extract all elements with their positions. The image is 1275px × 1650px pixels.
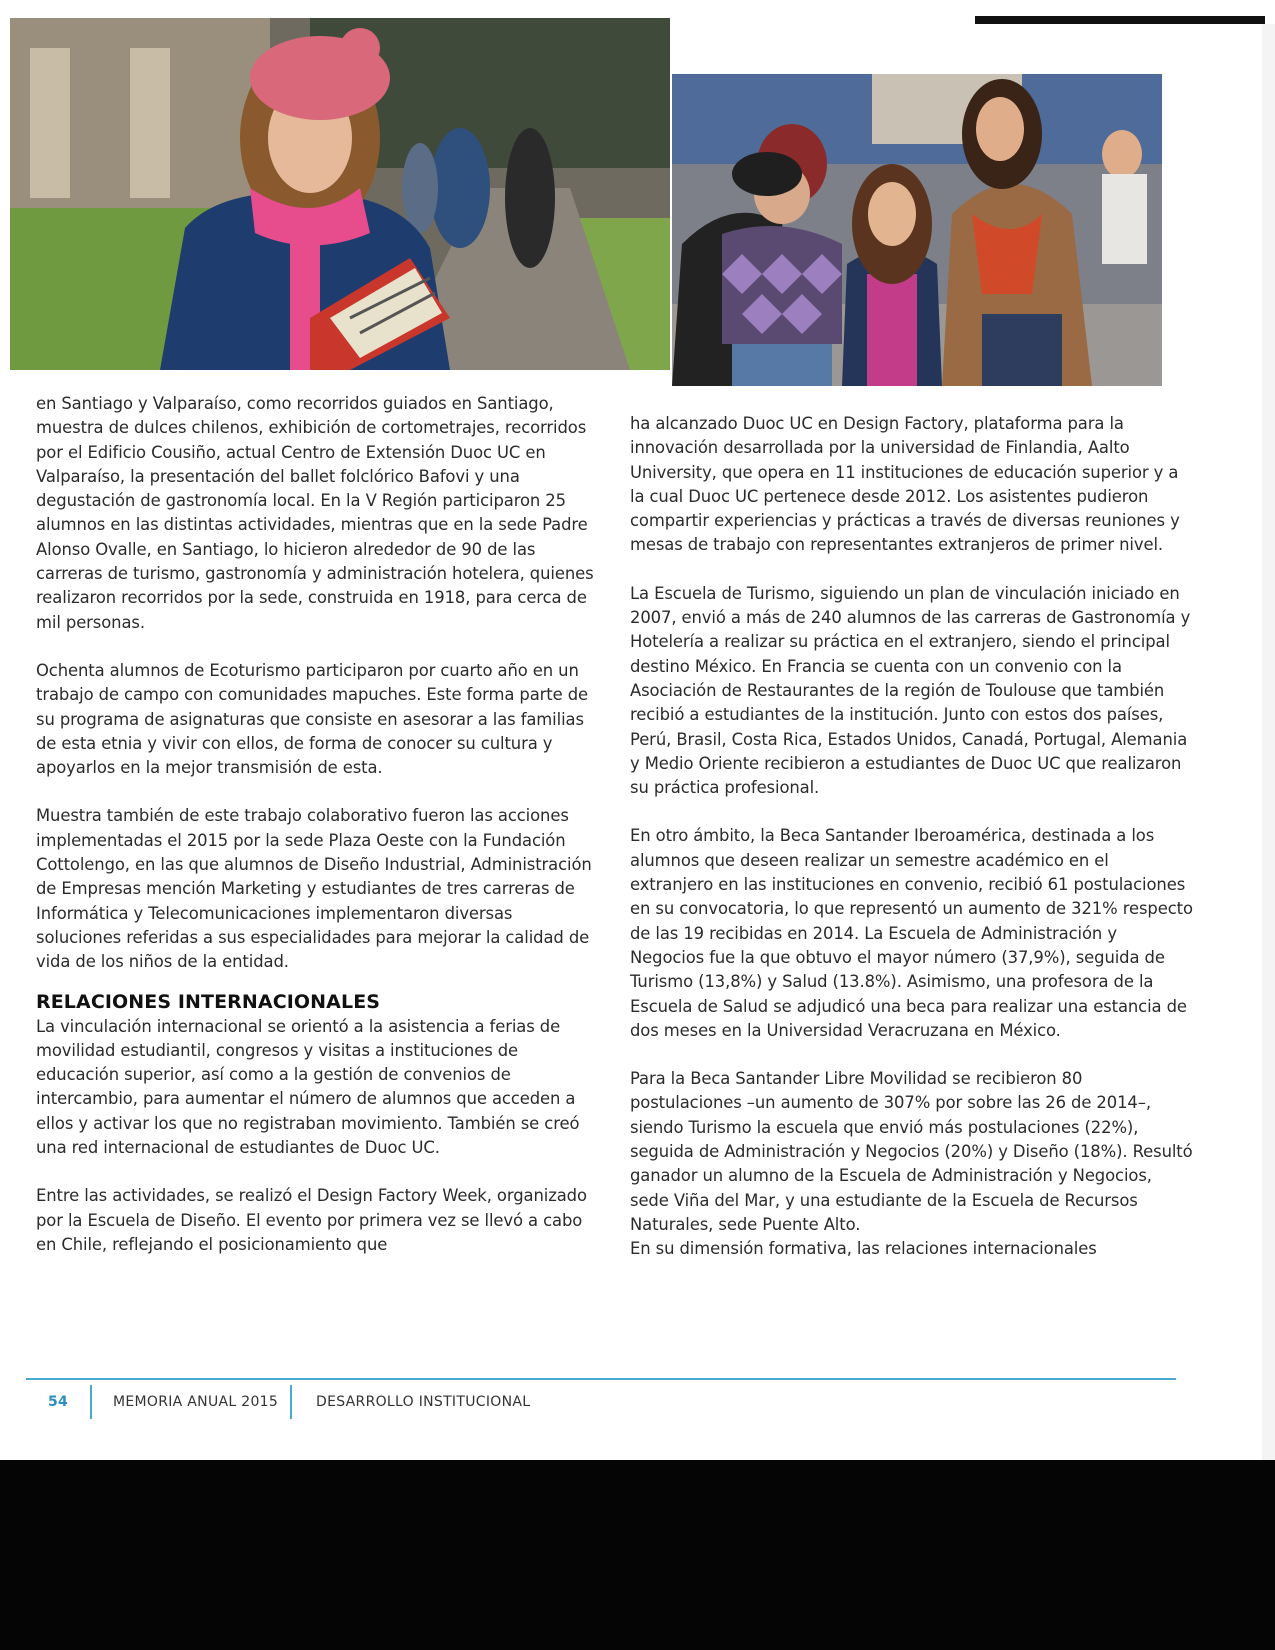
scan-bottom-band [0,1460,1275,1650]
group-of-students-illustration [672,74,1162,386]
paragraph: Ochenta alumnos de Ecoturismo participaron por cuarto año en un trabajo de campo con comunidades mapuches. Este forma parte de su programa de asignaturas que consiste en asesorar a las familias de esta etnia y vivir con ellos, de forma de conocer su cultura y apoyarlos en la mejor transmisión de esta. [36,660,589,778]
student-with-book-photo [10,18,670,370]
scan-margin [1262,24,1275,1460]
paragraph: La Escuela de Turismo, siguiendo un plan de vinculación iniciado en 2007, envió a más de 240 alumnos de las carreras de Gastronomía y Hotelería a realizar su práctica en el extranjero, siendo el principal destino México. En Francia se cuenta con un convenio con la Asociación de Restaurantes de la región de Toulouse que también recibió a estudiantes de la institución. Junto con estos dos países, Perú, Brasil, Costa Rica, Estados Unidos, Canadá, Portugal, Alemania y Medio Oriente recibieron a estudiantes de Duoc UC que realizaron su práctica profesional. [630,583,1191,798]
paragraph: Muestra también de este trabajo colaborativo fueron las acciones implementadas el 2015 por la sede Plaza Oeste con la Fundación Cottolengo, en las que alumnos de Diseño Industrial, Administración de Empresas mención Marketing y estudiantes de tres carreras de Informática y Telecomunicaciones implementaron diversas soluciones referidas a sus especialidades para mejorar la calidad de vida de los niños de la entidad. [36,806,592,972]
paragraph: Entre las actividades, se realizó el Design Factory Week, organizado por la Escuela de Diseño. El evento por primera vez se llevó a cabo en Chile, reflejando el posicionamiento que [36,1186,587,1254]
section-name: DESARROLLO INSTITUCIONAL [316,1394,531,1410]
left-column [36,392,596,1281]
paragraph: Para la Beca Santander Libre Movilidad se recibieron 80 postulaciones –un aumento de 307% por sobre las 26 de 2014–, siendo Turismo la escuela que envió más postulaciones (22%), seguida de Administración y Negocios (20%) y Diseño (18%). Resultó ganador un alumno de la Escuela de Administración y Negocios, sede Viña del Mar, y una estudiante de la Escuela de Recursos Naturales, sede Puente Alto. [630,1069,1193,1234]
page-number: 54 [48,1394,69,1410]
footer-rule [26,1378,1176,1380]
footer-divider [290,1385,292,1419]
paragraph: En su dimensión formativa, las relaciones internacionales [630,1239,1097,1259]
right-column [630,412,1195,1286]
paragraph: ha alcanzado Duoc UC en Design Factory, plataforma para la innovación desarrollada por la universidad de Finlandia, Aalto University, que opera en 11 instituciones de educación superior y a la cual Duoc UC pertenece desde 2012. Los asistentes pudieron compartir experiencias y prácticas a través de diversas reuniones y mesas de trabajo con representantes extranjeros de primer nivel. [630,414,1180,555]
top-edge-bar [975,16,1265,24]
footer-divider [90,1385,92,1419]
report-title: MEMORIA ANUAL 2015 [113,1394,279,1410]
paragraph: En otro ámbito, la Beca Santander Iberoamérica, destinada a los alumnos que deseen realizar un semestre académico en el extranjero en las instituciones en convenio, recibió 61 postulaciones en su convocatoria, lo que representó un aumento de 321% respecto de las 19 recibidas en 2014. La Escuela de Administración y Negocios fue la que obtuvo el mayor número (37,9%), seguida de Turismo (13,8%) y Salud (13.8%). Asimismo, una profesora de la Escuela de Salud se adjudicó una beca para realizar una estancia de dos meses en la Universidad Veracruzana en México. [630,826,1193,1040]
section-title: RELACIONES INTERNACIONALES [36,990,381,1013]
paragraph: en Santiago y Valparaíso, como recorridos guiados en Santiago, muestra de dulces chilenos, exhibición de cortometrajes, recorridos por el Edificio Cousiño, actual Centro de Extensión Duoc UC en Valparaíso, la presentación del ballet folclórico Bafovi y una degustación de gastronomía local. En la V Región participaron 25 alumnos en las distintas actividades, mientras que en la sede Padre Alonso Ovalle, en Santiago, lo hicieron alrededor de 90 de las carreras de turismo, gastronomía y administración hotelera, quienes realizaron recorridos por la sede, construida en 1918, para cerca de mil personas. [36,394,594,632]
group-of-students-photo [672,74,1162,386]
paragraph: La vinculación internacional se orientó a la asistencia a ferias de movilidad estudiantil, congresos y visitas a instituciones de educación superior, así como a la gestión de convenios de intercambio, para aumentar el número de alumnos que acceden a ellos y activar los que no registraban movimiento. También se creó una red internacional de estudiantes de Duoc UC. [36,1016,580,1158]
student-with-book-illustration [10,18,670,370]
